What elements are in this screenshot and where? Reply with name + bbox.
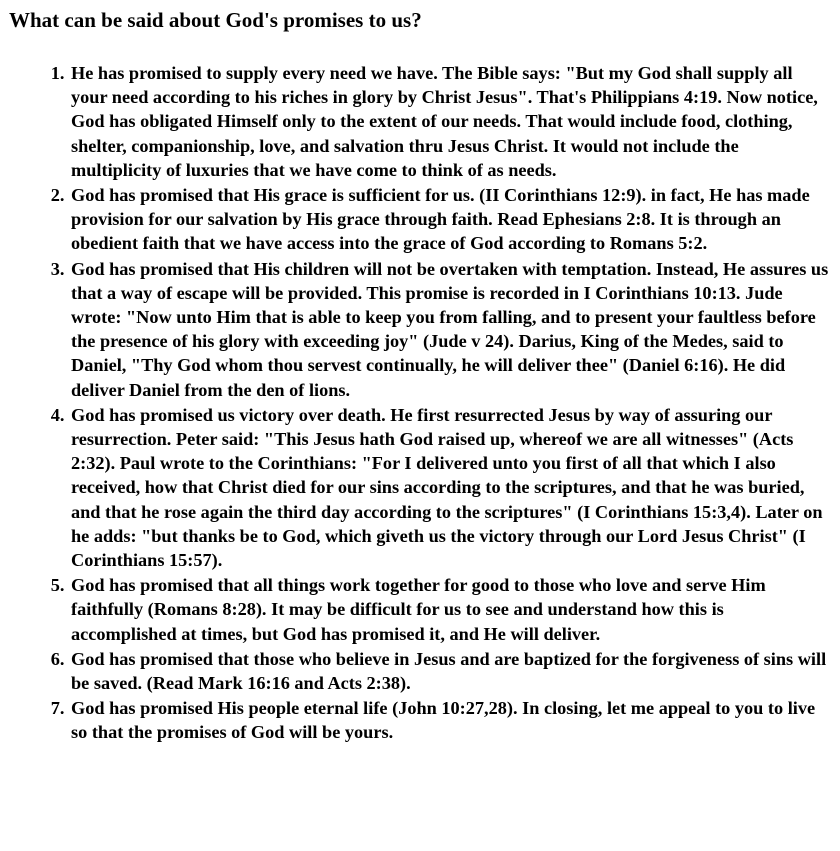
list-item: 4. God has promised us victory over death. He first resurrected Jesus by way of assuring our resurrection. Peter said: "This Jesus hath God raised up, whereof we are all witnesses" (Acts 2:32). Paul wrote to the Corinthians: "For I delivered unto you first of all that which I also received, how that Christ died for our sins according to the scriptures, and that he was buried, and that he rose again the third day according to the scriptures" (I Corinthians 15:3,4). Later on he adds: "but thanks be to God, which giveth us the victory through our Lord Jesus Christ" (I Corinthians 15:57). xyxy=(69,403,832,572)
document-title: What can be said about God's promises to us? xyxy=(9,8,422,32)
list-item: 7. God has promised His people eternal life (John 10:27,28). In closing, let me appeal to you to live so that the promises of God will be yours. xyxy=(69,696,832,744)
list-item: 5. God has promised that all things work together for good to those who love and serve Him faithfully (Romans 8:28). It may be difficult for us to see and understand how this is accomplished at times, but God has promised it, and He will deliver. xyxy=(69,573,832,646)
list-item: 1. He has promised to supply every need we have. The Bible says: "But my God shall supply all your need according to his riches in glory by Christ Jesus". That's Philippians 4:19. Now notice, God has obligated Himself only to the extent of our needs. That would include food, clothing, shelter, companionship, love, and salvation thru Jesus Christ. It would not include the multiplicity of luxuries that we have come to think of as needs. xyxy=(69,61,832,182)
list-item: 2. God has promised that His grace is sufficient for us. (II Corinthians 12:9). in fact, He has made provision for our salvation by His grace through faith. Read Ephesians 2:8. It is through an obedient faith that we have access into the grace of God according to Romans 5:2. xyxy=(69,183,832,256)
list-item: 6. God has promised that those who believe in Jesus and are baptized for the forgiveness of sins will be saved. (Read Mark 16:16 and Acts 2:38). xyxy=(69,647,832,695)
list-item: 3. God has promised that His children will not be overtaken with temptation. Instead, He assures us that a way of escape will be provided. This promise is recorded in I Corinthians 10:13. Jude wrote: "Now unto Him that is able to keep you from falling, and to present your faultless before the presence of his glory with exceeding joy" (Jude v 24). Darius, King of the Medes, said to Daniel, "Thy God whom thou servest continually, he will deliver thee" (Daniel 6:16). He did deliver Daniel from the den of lions. xyxy=(69,257,832,402)
promises-list xyxy=(9,61,832,745)
